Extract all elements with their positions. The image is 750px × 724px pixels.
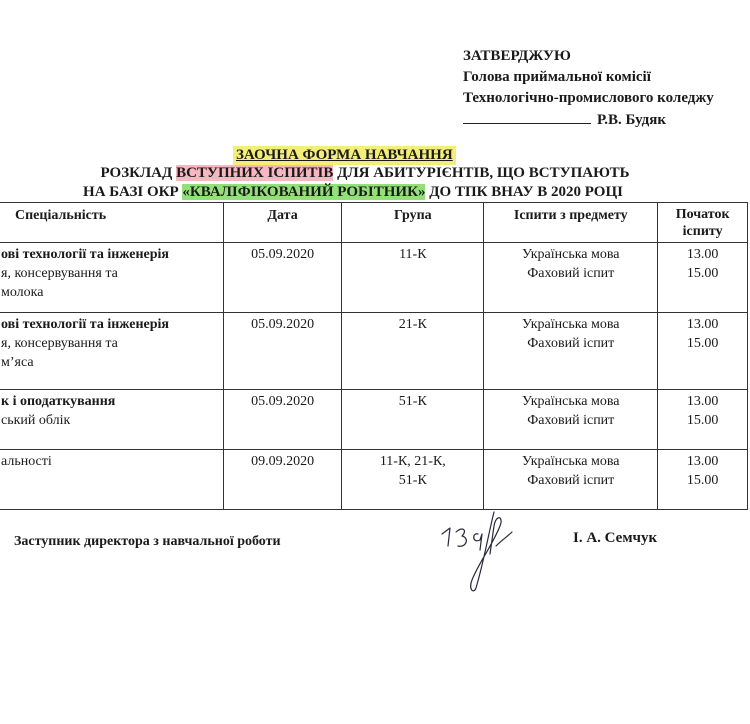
schedule-title-line1-highlight: ВСТУПНИХ ІСПИТІВ	[176, 165, 334, 181]
header-start-line1: Початок	[675, 207, 730, 222]
header-group: Група	[342, 203, 484, 243]
schedule-title-line1-a: РОЗКЛАД	[100, 165, 177, 181]
exam-line: Фаховий іспит	[527, 413, 615, 428]
group-line: 21-К	[398, 317, 427, 332]
cell-group	[342, 390, 484, 450]
specialty-title: к і оподаткування	[1, 394, 116, 409]
exam-line: Українська мова	[522, 454, 620, 469]
approval-signature-line	[463, 109, 714, 131]
footer-position: Заступник директора з навчальної роботи	[14, 534, 281, 549]
cell-date: 05.09.2020	[223, 313, 342, 390]
cell-specialty	[0, 243, 223, 313]
cell-time	[658, 390, 748, 450]
header-start-line2: іспиту	[682, 224, 723, 239]
exam-line: Українська мова	[522, 317, 620, 332]
specialty-line: я, консервування та	[1, 336, 118, 351]
schedule-title-line1-b: ДЛЯ АБИТУРІЄНТІВ, ЩО ВСТУПАЮТЬ	[333, 165, 630, 181]
cell-time	[658, 313, 748, 390]
cell-exams	[484, 450, 658, 510]
specialty-line: ський облік	[1, 413, 71, 428]
time-line: 15.00	[686, 336, 719, 351]
time-line: 13.00	[686, 394, 719, 409]
cell-exams	[484, 313, 658, 390]
schedule-table	[0, 202, 748, 510]
schedule-title-line2-a: НА БАЗІ ОКР	[83, 184, 183, 200]
group-line: 51-К	[398, 394, 427, 409]
cell-time	[658, 243, 748, 313]
cell-group	[342, 450, 484, 510]
exam-line: Українська мова	[522, 394, 620, 409]
handwritten-signature	[438, 506, 518, 596]
cell-specialty	[0, 390, 223, 450]
cell-date: 05.09.2020	[223, 243, 342, 313]
cell-date: 09.09.2020	[223, 450, 342, 510]
table-row	[0, 243, 748, 313]
schedule-title-line2	[0, 183, 728, 202]
exam-line: Фаховий іспит	[527, 473, 615, 488]
cell-specialty	[0, 313, 223, 390]
time-line: 15.00	[686, 473, 719, 488]
approval-title: ЗАТВЕРДЖУЮ	[463, 48, 571, 64]
time-line: 13.00	[686, 317, 719, 332]
schedule-title-line2-highlight: «КВАЛІФІКОВАНИЙ РОБІТНИК»	[182, 184, 426, 200]
cell-group	[342, 313, 484, 390]
header-date: Дата	[223, 203, 342, 243]
specialty-line: альності	[1, 454, 52, 469]
cell-group	[342, 243, 484, 313]
header-start	[658, 203, 748, 243]
cell-specialty	[0, 450, 223, 510]
header-specialty: Спеціальність	[0, 203, 223, 243]
specialty-line: м’яса	[1, 355, 34, 370]
schedule-title-line1	[0, 164, 740, 183]
footer-name: І. А. Семчук	[573, 530, 658, 546]
group-line: 51-К	[398, 473, 427, 488]
approval-position-line2: Технологічно-промислового коледжу	[463, 90, 714, 106]
specialty-line: я, консервування та	[1, 266, 118, 281]
table-header-row	[0, 203, 748, 243]
header-exams: Іспити з предмету	[484, 203, 658, 243]
specialty-line: молока	[1, 285, 44, 300]
cell-exams	[484, 243, 658, 313]
cell-date: 05.09.2020	[223, 390, 342, 450]
cell-time	[658, 450, 748, 510]
specialty-title: ові технології та інженерія	[1, 317, 169, 332]
form-title: ЗАОЧНА ФОРМА НАВЧАННЯ	[233, 146, 456, 165]
time-line: 13.00	[686, 454, 719, 469]
group-line: 11-К, 21-К,	[379, 454, 446, 469]
time-line: 15.00	[686, 413, 719, 428]
approval-block	[463, 46, 714, 131]
table-row	[0, 313, 748, 390]
group-line: 11-К	[399, 247, 427, 262]
exam-line: Фаховий іспит	[527, 266, 615, 281]
time-line: 15.00	[686, 266, 719, 281]
approval-position-line1: Голова приймальної комісії	[463, 69, 651, 85]
signature-blank	[463, 109, 591, 124]
approval-signer: Р.В. Будяк	[597, 112, 666, 128]
schedule-title-line2-b: ДО ТПК ВНАУ В 2020 РОЦІ	[425, 184, 623, 200]
exam-line: Фаховий іспит	[527, 336, 615, 351]
time-line: 13.00	[686, 247, 719, 262]
specialty-title: ові технології та інженерія	[1, 247, 169, 262]
exam-line: Українська мова	[522, 247, 620, 262]
table-row	[0, 450, 748, 510]
cell-exams	[484, 390, 658, 450]
table-row	[0, 390, 748, 450]
